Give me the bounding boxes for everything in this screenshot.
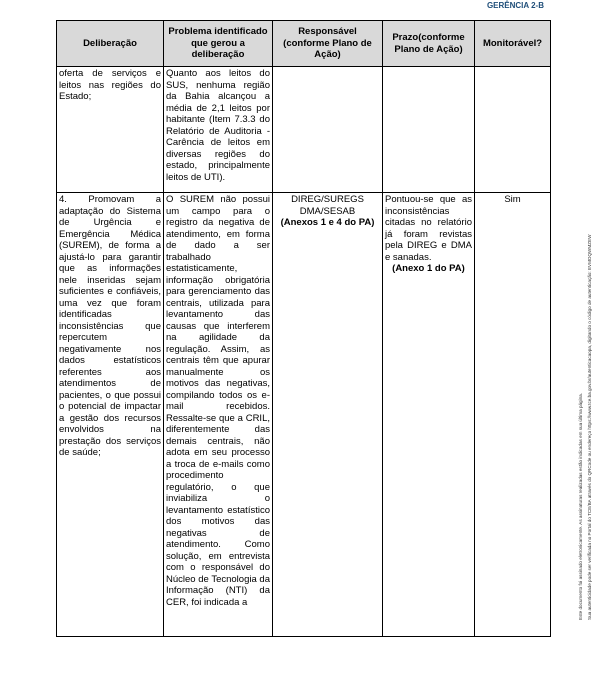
cell-monitoravel (475, 67, 551, 193)
authentication-note-graphic (575, 60, 597, 620)
column-header-prazo: Prazo(conforme Plano de Ação) (383, 21, 475, 67)
authentication-note (575, 60, 597, 620)
cell-problema: Quanto aos leitos do SUS, nenhuma região da Bahia alcançou a média de 2,1 leitos por habitante (Item 7.3.3 do Relatório de Auditoria - Carência de leitos em diversas regiões do estado, principalmente leitos de UTI). (164, 67, 273, 193)
cell-prazo (383, 67, 475, 193)
cell-deliberacao: 4. Promovam a adaptação do Sistema de Urgência e Emergência Médica (SUREM), de forma a ajustá-lo para garantir que as informações nele inseridas sejam suficientes e confiáveis, uma vez que foram identificadas inconsistências que repercutem negativamente nos dados estatísticos referentes aos atendimentos de pacientes, o que possui o potencial de impactar a gestão dos recursos envolvidos na prestação dos serviços de saúde; (57, 193, 164, 637)
cell-prazo (383, 193, 475, 637)
cell-monitoravel: Sim (475, 193, 551, 637)
prazo-text: Pontuou-se que as inconsistências citadas no relatório já foram revistas pela DIREG e DMA e sanadas. (385, 194, 472, 263)
responsavel-text: DIREG/SUREGS DMA/SESAB (291, 194, 364, 217)
section-label: GERÊNCIA 2-B (486, 1, 544, 10)
cell-deliberacao: oferta de serviços e leitos nas regiões do Estado; (57, 67, 164, 193)
cell-problema: O SUREM não possui um campo para o registro da negativa de atendimento, em forma de dado a ser trabalhado estatisticamente, informação obrigatória para gerenciamento das centrais, utilizada para levantamento das causas que interferem na agilidade da regulação. Assim, as centrais têm que apurar manualmente os motivos das negativas, compilando todos os e-mail recebidos. Ressalte-se que a CRIL, diferentemente das demais centrais, não adota em seu processo a troca de e-mails como procedimento regulatório, o que inviabiliza o levantamento estatístico dos motivos das negativas de atendimento. Como solução, em entrevista com o responsável do Núcleo de Tecnologia da Informação (NTI) da CER, foi indicada a (164, 193, 273, 637)
column-header-responsavel: Responsável (conforme Plano de Ação) (273, 21, 383, 67)
table-row (57, 193, 551, 637)
authentication-note-line-2: Sua autenticidade pode ser verificada no Portal do TCE/BA através do QRCode ou endereço https://www.tce.ba.gov.br/autenticacaopa, digitando o código de autenticação: EVMOQWMZEW (587, 234, 592, 620)
column-header-problema: Problema identificado que gerou a deliberação (164, 21, 273, 67)
cell-responsavel (273, 193, 383, 637)
table-row (57, 67, 551, 193)
table-header-row (57, 21, 551, 67)
authentication-note-line-1: Este documento foi assinado eletronicamente. As assinaturas realizadas estão indicadas em sua última página. (578, 392, 583, 620)
deliberations-table (56, 20, 551, 637)
cell-responsavel (273, 67, 383, 193)
responsavel-anexo: (Anexos 1 e 4 do PA) (280, 217, 375, 228)
prazo-anexo: (Anexo 1 do PA) (392, 263, 465, 274)
column-header-monitoravel: Monitorável? (475, 21, 551, 67)
column-header-deliberacao: Deliberação (57, 21, 164, 67)
